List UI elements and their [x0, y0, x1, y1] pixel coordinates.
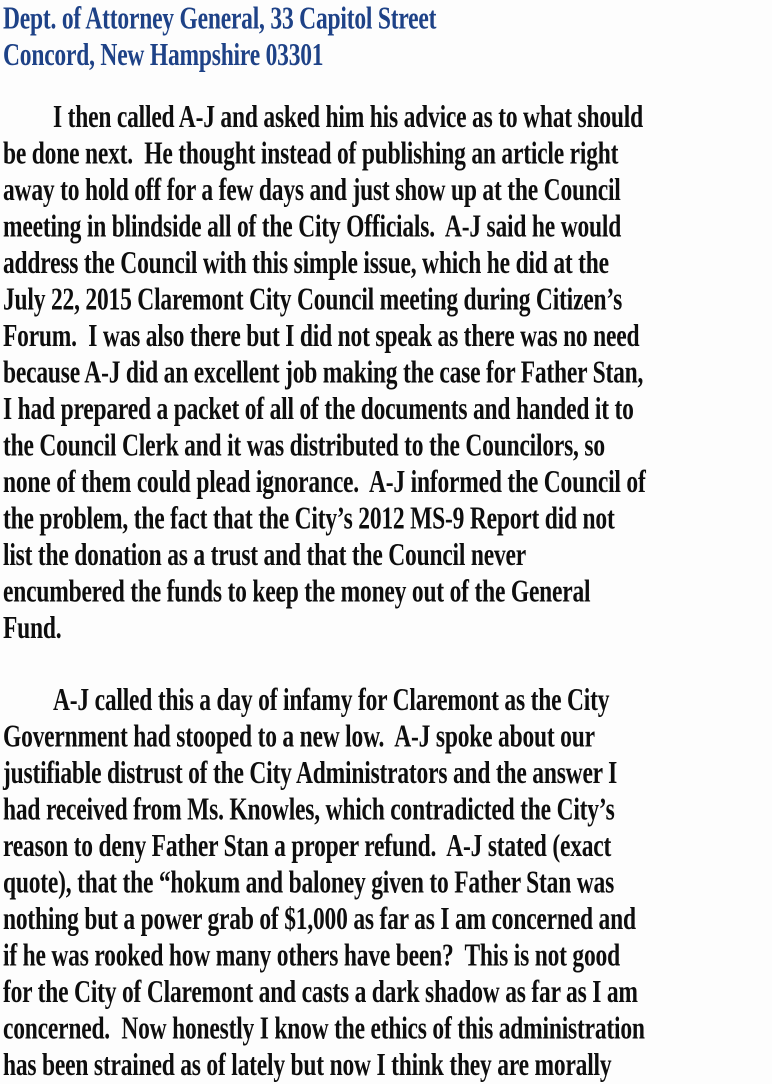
- address-line: Dept. of Attorney General, 33 Capitol Street: [3, 1, 437, 37]
- text-line: had received from Ms. Knowles, which contradicted the City’s: [3, 792, 615, 828]
- paragraph-day-of-infamy: [3, 683, 768, 1084]
- text-line: the problem, the fact that the City’s 2012 MS-9 Report did not: [3, 501, 615, 537]
- text-line: address the Council with this simple issue, which he did at the: [3, 246, 609, 282]
- text-line: July 22, 2015 Claremont City Council meeting during Citizen’s: [3, 282, 623, 318]
- text-line: encumbered the funds to keep the money out of the General: [3, 574, 591, 610]
- address-line: Concord, New Hampshire 03301: [3, 37, 324, 74]
- text-line: Government had stooped to a new low. A-J spoke about our: [3, 719, 595, 755]
- text-line: meeting in blindside all of the City Officials. A-J said he would: [3, 209, 622, 245]
- text-line: the Council Clerk and it was distributed to the Councilors, so: [3, 428, 605, 464]
- text-line: for the City of Claremont and casts a dark shadow as far as I am: [3, 974, 638, 1010]
- text-line: if he was rooked how many others have been? This is not good: [3, 938, 620, 974]
- text-line: Fund.: [3, 611, 62, 647]
- text-line: has been strained as of lately but now I think they are morally: [3, 1047, 612, 1083]
- text-line: away to hold off for a few days and just show up at the Council: [3, 173, 621, 209]
- text-line: because A-J did an excellent job making the case for Father Stan,: [3, 355, 644, 391]
- text-line: reason to deny Father Stan a proper refund. A-J stated (exact: [3, 828, 612, 864]
- text-line: justifiable distrust of the City Administrators and the answer I: [3, 755, 618, 791]
- text-line: I had prepared a packet of all of the documents and handed it to: [3, 392, 634, 428]
- text-line: none of them could plead ignorance. A-J informed the Council of: [3, 465, 646, 501]
- text-line: be done next. He thought instead of publishing an article right: [3, 136, 619, 172]
- text-line: I then called A-J and asked him his advice as to what should: [53, 100, 643, 136]
- paragraph-council-meeting: [3, 100, 768, 648]
- text-line: Forum. I was also there but I did not speak as there was no need: [3, 319, 640, 355]
- text-line: quote), that the “hokum and baloney given to Father Stan was: [3, 865, 615, 901]
- text-line: list the donation as a trust and that the Council never: [3, 538, 527, 574]
- text-line: A-J called this a day of infamy for Claremont as the City: [53, 682, 610, 718]
- recipient-address: [3, 1, 768, 74]
- text-line: concerned. Now honestly I know the ethics of this administration: [3, 1011, 645, 1047]
- text-line: nothing but a power grab of $1,000 as far as I am concerned and: [3, 901, 636, 937]
